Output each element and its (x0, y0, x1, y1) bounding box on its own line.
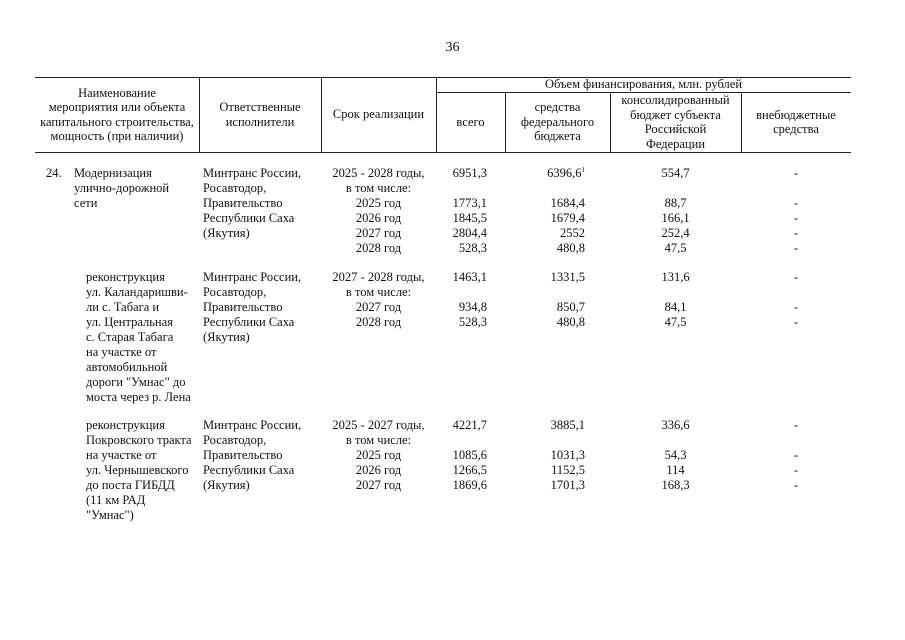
period-line: 2026 год (355, 211, 402, 225)
financing-group-label: Объем финансирования, млн. рублей (544, 77, 743, 92)
row-1-number (46, 166, 70, 181)
executors-line: Правительство (203, 448, 283, 462)
executors-line: (Якутия) (203, 226, 250, 240)
name-line: ул. Чернышевского (86, 463, 189, 477)
period-line: 2025 год (355, 448, 402, 462)
consolidated-line (610, 433, 741, 448)
period-line: 2025 - 2027 годы, (332, 418, 425, 432)
header-financing-group (436, 77, 851, 92)
extrabudget-line: - (793, 211, 799, 225)
total-line: 1869,6 (452, 478, 487, 492)
page-number: 36 (445, 40, 460, 55)
total-line (436, 285, 487, 300)
executors-line: Росавтодор, (203, 181, 267, 195)
total-line: 4221,7 (452, 418, 487, 432)
consolidated-line: 554,7 (661, 166, 690, 180)
row-3-total (436, 418, 487, 493)
name-line: реконструкция (86, 270, 165, 284)
total-line: 1773,1 (452, 196, 487, 210)
extrabudget-line: - (793, 463, 799, 477)
header-federal (505, 92, 610, 152)
extrabudget-line: - (793, 241, 799, 255)
name-line: "Умнас") (86, 508, 134, 522)
name-line: реконструкция (86, 418, 165, 432)
extrabudget-line: - (793, 270, 799, 284)
extrabudget-line (741, 285, 851, 300)
period-line: 2027 год (355, 478, 402, 492)
federal-line: 6396,6$^1$ (547, 166, 585, 180)
federal-line: 1331,5 (550, 270, 585, 284)
consolidated-line: 88,7 (664, 196, 687, 210)
executors-line: Минтранс России, (203, 166, 302, 180)
federal-line: 1152,5 (551, 463, 585, 477)
name-line: ул. Каландаришви- (86, 285, 188, 299)
number-line (46, 418, 70, 433)
header-executors (199, 77, 321, 152)
executors-line: Росавтодор, (203, 433, 267, 447)
period-line: 2026 год (355, 463, 402, 477)
name-line: Покровского тракта (86, 433, 192, 447)
extrabudget-line: - (793, 315, 799, 329)
total-line (436, 181, 487, 196)
executors-line: Республики Саха (203, 211, 295, 225)
federal-line: 1684,4 (550, 196, 585, 210)
name-line: до поста ГИБДД (86, 478, 175, 492)
executors-line: Правительство (203, 196, 283, 210)
row-2-period (321, 270, 436, 330)
name-line: автомобильной (86, 360, 168, 374)
name-line: с. Старая Табага (86, 330, 174, 344)
extrabudget-line: - (793, 166, 799, 180)
footnote-marker: 1 (581, 166, 585, 174)
extrabudget-line: - (793, 226, 799, 240)
federal-line (505, 433, 585, 448)
row-1-period (321, 166, 436, 256)
row-2-executors (203, 270, 319, 345)
period-line: 2027 год (355, 226, 402, 240)
executors-line: Правительство (203, 300, 283, 314)
period-line: в том числе: (345, 285, 412, 299)
total-line: 528,3 (458, 315, 487, 329)
row-3-federal (505, 418, 585, 493)
period-line: 2028 год (355, 241, 402, 255)
row-1-federal (505, 166, 585, 256)
period-line: в том числе: (345, 181, 412, 195)
row-1-extrabudget (741, 166, 851, 256)
federal-line: 480,8 (556, 315, 585, 329)
row-3-name (86, 418, 211, 523)
federal-line: 480,8 (556, 241, 585, 255)
header-text-line: федерального (520, 114, 595, 129)
row-3-consolidated (610, 418, 741, 493)
period-line: 2025 год (355, 196, 402, 210)
header-consolidated (610, 92, 741, 152)
header-name (35, 77, 199, 152)
executors-line: (Якутия) (203, 478, 250, 492)
header-text-line: консолидированный (621, 93, 730, 107)
row-2-number (46, 270, 70, 285)
period-line: 2025 - 2028 годы, (332, 166, 425, 180)
federal-line: 2552 (560, 226, 585, 240)
consolidated-line: 166,1 (661, 211, 690, 225)
header-text-line: мероприятия или объекта (48, 100, 186, 114)
header-text-line: Наименование (78, 85, 156, 100)
header-text-line: капитального строительства, (40, 114, 194, 129)
header-extrabudget (741, 92, 851, 152)
period-line: 2027 - 2028 годы, (332, 270, 425, 284)
federal-line (505, 285, 585, 300)
extrabudget-line (741, 181, 851, 196)
row-2-total (436, 270, 487, 330)
header-total (436, 92, 505, 152)
federal-line: 1031,3 (550, 448, 585, 462)
total-line: 934,8 (458, 300, 487, 314)
header-text-line: мощность (при наличии) (50, 129, 184, 143)
total-line: 2804,4 (452, 226, 487, 240)
executors-line: Росавтодор, (203, 285, 267, 299)
period-line: 2027 год (355, 300, 402, 314)
row-2-federal (505, 270, 585, 330)
extrabudget-line: - (793, 478, 799, 492)
header-text-line: бюджета (534, 129, 581, 144)
executors-line: Минтранс России, (203, 270, 302, 284)
name-line: дороги "Умнас" до (86, 375, 186, 389)
total-line: 1463,1 (452, 270, 487, 284)
row-1-executors (203, 166, 319, 241)
extrabudget-line: - (793, 300, 799, 314)
header-text-line: Срок реализации (332, 107, 425, 122)
total-line: 528,3 (458, 241, 487, 255)
header-text-line: Российской (644, 122, 707, 136)
row-3-period (321, 418, 436, 493)
total-line: 1845,5 (452, 211, 487, 225)
name-line: Модернизация (74, 166, 152, 180)
executors-line: Республики Саха (203, 463, 295, 477)
row-1-consolidated (610, 166, 741, 256)
row-2-extrabudget (741, 270, 851, 330)
name-line: (11 км РАД (86, 493, 146, 507)
consolidated-line: 168,3 (661, 478, 690, 492)
row-1-name (74, 166, 199, 211)
consolidated-line: 252,4 (661, 226, 690, 240)
header-text-line: внебюджетные (756, 107, 836, 122)
name-line: улично-дорожной (74, 181, 170, 195)
row-3-executors (203, 418, 319, 493)
federal-line: 3885,1 (550, 418, 585, 432)
consolidated-line (610, 181, 741, 196)
header-text-line: средства (534, 100, 581, 115)
header-text-line: средства (773, 122, 819, 136)
consolidated-line: 131,6 (661, 270, 690, 284)
federal-line: 850,7 (556, 300, 585, 314)
federal-line: 1679,4 (550, 211, 585, 225)
name-line: сети (74, 196, 98, 210)
name-line: на участке от (86, 448, 157, 462)
header-text-line: исполнители (225, 114, 295, 129)
total-line: 1266,5 (452, 463, 487, 477)
period-line: 2028 год (355, 315, 402, 329)
name-line: моста через р. Лена (86, 390, 191, 404)
name-line: ли с. Табага и (86, 300, 160, 314)
consolidated-line: 47,5 (664, 241, 687, 255)
header-text-line: Федерации (645, 136, 706, 151)
federal-line: 1701,3 (550, 478, 585, 492)
executors-line: Минтранс России, (203, 418, 302, 432)
consolidated-line: 54,3 (664, 448, 687, 462)
row-3-extrabudget (741, 418, 851, 493)
extrabudget-line: - (793, 196, 799, 210)
total-line: 6951,3 (452, 166, 487, 180)
number-line (46, 270, 70, 285)
consolidated-line: 47,5 (664, 315, 687, 329)
executors-line: Республики Саха (203, 315, 295, 329)
table-header-bottom-rule (35, 152, 851, 153)
row-1-total (436, 166, 487, 256)
name-line: на участке от (86, 345, 157, 359)
name-line: ул. Центральная (86, 315, 173, 329)
header-text-line: бюджет субъекта (630, 107, 721, 122)
period-line: в том числе: (345, 433, 412, 447)
executors-line: (Якутия) (203, 330, 250, 344)
row-2-name (86, 270, 211, 405)
header-text-line: всего (456, 114, 485, 129)
row-2-consolidated (610, 270, 741, 330)
federal-line (505, 181, 585, 196)
total-line: 1085,6 (452, 448, 487, 462)
consolidated-line: 114 (666, 463, 685, 477)
consolidated-line (610, 285, 741, 300)
header-period (321, 77, 436, 152)
extrabudget-line: - (793, 448, 799, 462)
header-text-line: Ответственные (219, 100, 301, 114)
consolidated-line: 336,6 (661, 418, 690, 432)
total-line (436, 433, 487, 448)
row-3-number (46, 418, 70, 433)
extrabudget-line (741, 433, 851, 448)
consolidated-line: 84,1 (664, 300, 687, 314)
number-line: 24. (46, 166, 62, 180)
extrabudget-line: - (793, 418, 799, 432)
